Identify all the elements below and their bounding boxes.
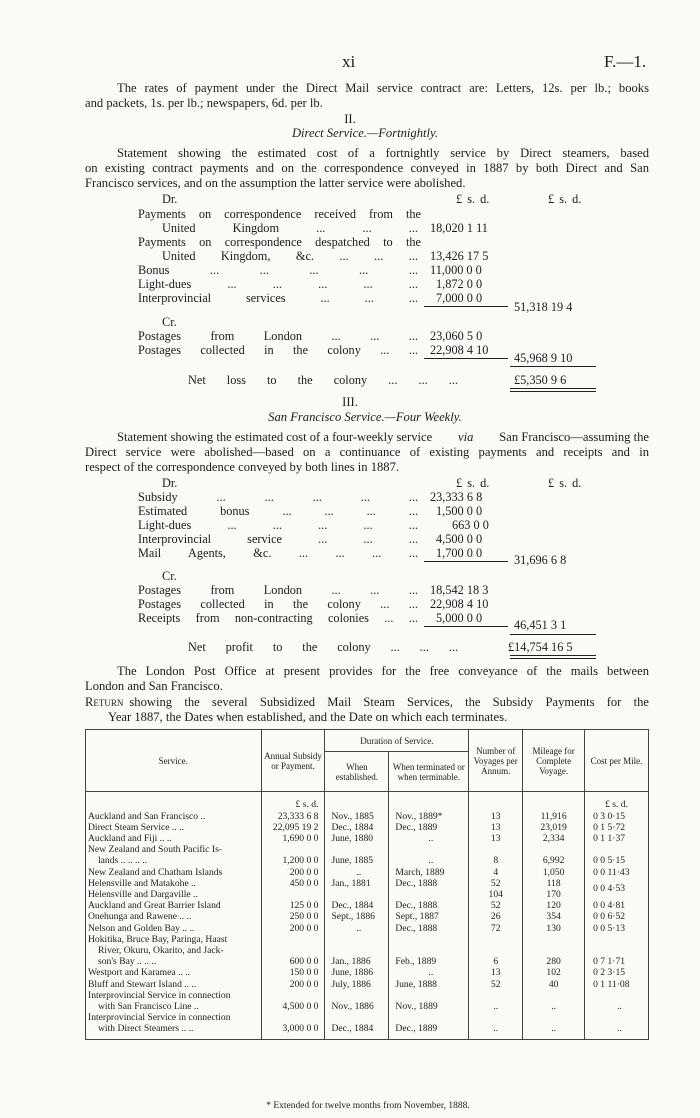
cell-terminated: Dec., 1889 bbox=[389, 822, 469, 833]
cell-subsidy: 250 0 0 bbox=[261, 911, 325, 922]
section-ii-cr-sum-rule bbox=[424, 358, 508, 359]
cell-subsidy: 4,500 0 0 bbox=[261, 990, 325, 1012]
section-ii-dr-sum-rule bbox=[424, 306, 508, 307]
table-row bbox=[86, 990, 649, 1012]
section-iii-dr-item-2-label: Estimated bonus ... ... ... ... bbox=[138, 504, 418, 518]
cell-cost-per-mile: 0 7 1·71 bbox=[585, 934, 649, 968]
cell-service bbox=[86, 911, 262, 922]
section-ii-net-rule-double-2 bbox=[510, 391, 596, 392]
service-line: Auckland and Great Barrier Island bbox=[88, 900, 221, 912]
service-line: with Direct Steamers .. .. bbox=[98, 1023, 194, 1035]
service-line: Auckland and Fiji .. .. bbox=[88, 832, 172, 844]
cell-established: Jan., 1881 bbox=[325, 878, 389, 900]
section-ii-dr-item-4-value: 1,872 0 0 bbox=[436, 277, 483, 291]
section-ii-cr-total: 45,968 9 10 bbox=[514, 351, 573, 365]
section-ii-dr-item-3-value: 11,000 0 0 bbox=[430, 263, 482, 277]
value-line: 26 bbox=[490, 911, 501, 923]
cell-voyages bbox=[469, 934, 523, 968]
value-line: 8 bbox=[493, 855, 499, 867]
return-line-1-text: showing the several Subsidized Mail Steam Services, the Subsidy Payments for the bbox=[129, 695, 649, 709]
service-line: Auckland and San Francisco .. bbox=[88, 810, 206, 822]
service-line: Hokitika, Bruce Bay, Paringa, Haast bbox=[88, 933, 228, 945]
cell-terminated: March, 1889 bbox=[389, 867, 469, 878]
value-line: 13 bbox=[490, 832, 501, 844]
section-ii-net-rule-top bbox=[510, 366, 596, 367]
section-ii-dr-item-1-value: 18,020 1 11 bbox=[430, 221, 488, 235]
cell-service bbox=[86, 867, 262, 878]
cell-terminated: June, 1888 bbox=[389, 979, 469, 990]
table-bottom-cell bbox=[469, 1035, 523, 1040]
section-iii-cr-item-1-value: 18,542 18 3 bbox=[430, 583, 489, 597]
section-iii-net-rule-double-1 bbox=[510, 655, 596, 656]
value-line: 118 bbox=[546, 877, 561, 889]
col-header-cost-per-mile: Cost per Mile. bbox=[585, 730, 649, 792]
value-line: 13 bbox=[490, 967, 501, 979]
section-ii-numeral: II. bbox=[344, 112, 356, 126]
document-reference: F.—1. bbox=[604, 52, 647, 71]
cell-established: Jan., 1886 bbox=[325, 934, 389, 968]
value-line: 2,334 bbox=[542, 832, 565, 844]
table-row bbox=[86, 867, 649, 878]
col-header-service: Service. bbox=[86, 730, 262, 792]
section-ii-net-label: Net loss to the colony ... ... ... bbox=[188, 373, 458, 387]
cell-voyages bbox=[469, 990, 523, 1012]
service-line: River, Okuru, Okarito, and Jack- bbox=[98, 944, 224, 956]
cell-mileage bbox=[523, 900, 585, 911]
table-row bbox=[86, 979, 649, 990]
value-line: 23,019 bbox=[540, 821, 567, 833]
value-line: .. bbox=[493, 1000, 499, 1012]
cell-mileage bbox=[523, 923, 585, 934]
section-iii-dr-item-5-label: Mail Agents, &c. ... ... ... ... bbox=[138, 546, 418, 560]
section-iii-cr-item-2-value: 22,908 4 10 bbox=[430, 597, 489, 611]
cell-cost-per-mile: 0 0 4·81 bbox=[585, 900, 649, 911]
cell-terminated: .. bbox=[389, 967, 469, 978]
intro-line-1: The rates of payment under the Direct Mail service contract are: Letters, 12s. per lb.; books bbox=[117, 81, 649, 95]
cell-voyages bbox=[469, 844, 523, 866]
value-line: .. bbox=[551, 1000, 557, 1012]
cell-mileage bbox=[523, 833, 585, 844]
section-ii-dr-total: 51,318 19 4 bbox=[514, 300, 573, 314]
cell-established: Dec., 1884 bbox=[325, 822, 389, 833]
cell-mileage bbox=[523, 979, 585, 990]
section-iii-cr-item-3-label: Receipts from non-contracting colonies ... ... bbox=[138, 611, 418, 625]
cell-established: June, 1886 bbox=[325, 967, 389, 978]
value-line: 13 bbox=[490, 821, 501, 833]
cell-terminated: Dec., 1888 bbox=[389, 900, 469, 911]
unit-subsidy: £ s. d. bbox=[261, 792, 325, 811]
section-ii-dr-item-2-line-1: Payments on correspondence despatched to the bbox=[138, 235, 421, 249]
service-line: New Zealand and Chatham Islands bbox=[88, 866, 223, 878]
cell-voyages bbox=[469, 811, 523, 822]
section-ii-cr-item-2-value: 22,908 4 10 bbox=[430, 343, 489, 357]
cell-subsidy: 600 0 0 bbox=[261, 934, 325, 968]
cell-cost-per-mile: 0 0 5·15 bbox=[585, 844, 649, 866]
section-iii-dr-item-3-label: Light-dues ... ... ... ... ... bbox=[138, 518, 418, 532]
section-iii-statement-1b: San Francisco—assuming the bbox=[499, 430, 649, 444]
section-iii-dr-item-5-value: 1,700 0 0 bbox=[436, 546, 483, 560]
section-iii-cr-item-3-value: 5,000 0 0 bbox=[436, 611, 483, 625]
cell-mileage bbox=[523, 867, 585, 878]
service-line: with San Francisco Line .. bbox=[98, 1000, 199, 1012]
section-ii-col-left-units: £ s. d. bbox=[456, 192, 490, 206]
table-bottom-cell bbox=[325, 1035, 389, 1040]
cell-terminated: Nov., 1889* bbox=[389, 811, 469, 822]
section-iii-statement-3: respect of the correspondence conveyed by both lines in 1887. bbox=[85, 460, 400, 474]
cell-voyages bbox=[469, 1012, 523, 1034]
return-heading-line-2: Year 1887, the Dates when established, and the Date on which each terminates. bbox=[108, 710, 508, 724]
col-header-duration: Duration of Service. bbox=[325, 730, 469, 752]
cell-terminated: Dec., 1888 bbox=[389, 878, 469, 900]
table-row bbox=[86, 934, 649, 968]
section-ii-title: Direct Service.—Fortnightly. bbox=[291, 126, 439, 140]
section-iii-dr-sum-rule bbox=[424, 561, 508, 562]
table-row bbox=[86, 967, 649, 978]
section-ii-dr-item-3-label: Bonus ... ... ... ... ... bbox=[138, 263, 418, 277]
value-line: 6,992 bbox=[542, 855, 565, 867]
cell-established: Nov., 1886 bbox=[325, 990, 389, 1012]
col-header-mileage: Mileage for Complete Voyage. bbox=[523, 730, 585, 792]
cell-service bbox=[86, 900, 262, 911]
cell-subsidy: 150 0 0 bbox=[261, 967, 325, 978]
service-line: New Zealand and South Pacific Is- bbox=[88, 844, 223, 856]
col-header-when-established: When established. bbox=[325, 752, 389, 792]
section-ii-statement-1: Statement showing the estimated cost of a fortnightly service by Direct steamers, based bbox=[117, 146, 649, 160]
value-line: 52 bbox=[490, 877, 501, 889]
cell-cost-per-mile: 0 1 5·72 bbox=[585, 822, 649, 833]
cell-voyages bbox=[469, 900, 523, 911]
service-line: Westport and Karamea .. .. bbox=[88, 967, 191, 979]
section-ii-dr-item-2-value: 13,426 17 5 bbox=[430, 249, 489, 263]
cell-mileage bbox=[523, 822, 585, 833]
value-line: 4 bbox=[493, 866, 499, 878]
cell-established: June, 1885 bbox=[325, 844, 389, 866]
value-line: 354 bbox=[546, 911, 561, 923]
return-table bbox=[85, 729, 649, 1040]
cell-service bbox=[86, 923, 262, 934]
section-ii-statement-3: Francisco services, and on the assumption the latter service were abolished. bbox=[85, 176, 466, 190]
table-row bbox=[86, 878, 649, 900]
cell-voyages bbox=[469, 867, 523, 878]
table-row bbox=[86, 844, 649, 866]
cell-service bbox=[86, 1012, 262, 1034]
section-iii-col-right-units: £ s. d. bbox=[548, 476, 582, 490]
value-line: 104 bbox=[488, 888, 503, 900]
section-ii-cr-heading: Cr. bbox=[162, 315, 177, 329]
section-iii-statement-via: via bbox=[458, 430, 474, 444]
cell-terminated: Nov., 1889 bbox=[389, 990, 469, 1012]
cell-mileage bbox=[523, 934, 585, 968]
service-line: Helensville and Dargaville .. bbox=[88, 888, 198, 900]
col-header-when-terminated: When terminated or when terminable. bbox=[389, 752, 469, 792]
section-iii-title: San Francisco Service.—Four Weekly. bbox=[268, 410, 462, 424]
section-iii-statement-2: Direct service were abolished—based on a continuance of existing payments and receipts and in bbox=[85, 445, 649, 459]
cell-cost-per-mile: 0 2 3·15 bbox=[585, 967, 649, 978]
value-line: .. bbox=[493, 1023, 499, 1035]
value-line: .. bbox=[551, 1023, 557, 1035]
table-bottom-cell bbox=[523, 1035, 585, 1040]
col-header-annual-subsidy: Annual Subsidy or Payment. bbox=[261, 730, 325, 792]
section-iii-net-label: Net profit to the colony ... ... ... bbox=[188, 640, 458, 654]
cell-mileage bbox=[523, 911, 585, 922]
cell-terminated: Dec., 1889 bbox=[389, 1012, 469, 1034]
london-line-1: The London Post Office at present provides for the free conveyance of the mails between bbox=[117, 664, 649, 678]
cell-established: Dec., 1884 bbox=[325, 900, 389, 911]
table-row bbox=[86, 833, 649, 844]
table-row bbox=[86, 811, 649, 822]
table-bottom-cell bbox=[261, 1035, 325, 1040]
section-ii-dr-item-2-line-2: United Kingdom, &c. ... ... ... bbox=[162, 249, 418, 263]
cell-voyages bbox=[469, 923, 523, 934]
value-line: 11,916 bbox=[540, 810, 567, 822]
cell-voyages bbox=[469, 979, 523, 990]
section-iii-cr-total: 46,451 3 1 bbox=[514, 618, 567, 632]
cell-cost-per-mile: 0 0 6·52 bbox=[585, 911, 649, 922]
cell-cost-per-mile: .. bbox=[585, 990, 649, 1012]
cell-cost-per-mile: .. bbox=[585, 1012, 649, 1034]
cell-subsidy: 23,333 6 8 bbox=[261, 811, 325, 822]
service-line: son's Bay .. .. .. bbox=[98, 956, 157, 968]
service-line: Direct Steam Service .. .. bbox=[88, 821, 184, 833]
return-heading-line-1 bbox=[85, 695, 649, 710]
table-row bbox=[86, 900, 649, 911]
value-line: 40 bbox=[548, 978, 559, 990]
section-iii-cr-item-1-label: Postages from London ... ... ... bbox=[138, 583, 418, 597]
section-ii-dr-item-1-line-1: Payments on correspondence received from the bbox=[138, 207, 421, 221]
cell-voyages bbox=[469, 967, 523, 978]
service-line: Bluff and Stewart Island .. .. bbox=[88, 978, 197, 990]
cell-service bbox=[86, 967, 262, 978]
service-line: Helensville and Matakohe .. bbox=[88, 877, 196, 889]
cell-cost-per-mile: 0 3 0·15 bbox=[585, 811, 649, 822]
unit-cost: £ s. d. bbox=[585, 792, 649, 811]
section-iii-cr-item-2-label: Postages collected in the colony ... ... bbox=[138, 597, 418, 611]
cell-voyages bbox=[469, 822, 523, 833]
value-line: 102 bbox=[546, 967, 561, 979]
section-ii-cr-item-1-label: Postages from London ... ... ... bbox=[138, 329, 418, 343]
cell-service bbox=[86, 979, 262, 990]
service-line: Onehunga and Rawene .. .. bbox=[88, 911, 192, 923]
cell-established: July, 1886 bbox=[325, 979, 389, 990]
cell-service bbox=[86, 934, 262, 968]
section-iii-dr-heading: Dr. bbox=[162, 476, 178, 490]
table-bottom bbox=[86, 1035, 649, 1040]
cell-subsidy: 450 0 0 bbox=[261, 878, 325, 900]
section-ii-net-value: £5,350 9 6 bbox=[514, 373, 567, 387]
cell-voyages bbox=[469, 911, 523, 922]
section-iii-dr-item-1-value: 23,333 6 8 bbox=[430, 490, 483, 504]
section-ii-dr-item-1-line-2: United Kingdom ... ... ... bbox=[162, 221, 418, 235]
table-bottom-cell bbox=[86, 1035, 262, 1040]
return-word: Return bbox=[85, 695, 124, 709]
cell-terminated: Sept., 1887 bbox=[389, 911, 469, 922]
section-iii-dr-item-3-value: 663 0 0 bbox=[452, 518, 489, 532]
section-ii-dr-item-5-value: 7,000 0 0 bbox=[436, 291, 483, 305]
cell-cost-per-mile: 0 0 4·53 bbox=[585, 878, 649, 900]
value-line: 13 bbox=[490, 810, 501, 822]
cell-mileage bbox=[523, 967, 585, 978]
cell-established: Nov., 1885 bbox=[325, 811, 389, 822]
cell-mileage bbox=[523, 878, 585, 900]
section-iii-col-left-units: £ s. d. bbox=[456, 476, 490, 490]
page-number: xi bbox=[342, 52, 356, 71]
cell-service bbox=[86, 844, 262, 866]
value-line: 52 bbox=[490, 900, 501, 912]
table-row bbox=[86, 923, 649, 934]
value-line: 1,050 bbox=[542, 866, 565, 878]
section-ii-dr-heading: Dr. bbox=[162, 192, 178, 206]
service-line: Interprovincial Service in connection bbox=[88, 989, 231, 1001]
section-ii-col-right-units: £ s. d. bbox=[548, 192, 582, 206]
section-iii-dr-item-4-value: 4,500 0 0 bbox=[436, 532, 483, 546]
value-line: 280 bbox=[546, 956, 561, 968]
cell-cost-per-mile: 0 1 1·37 bbox=[585, 833, 649, 844]
value-line: 52 bbox=[490, 978, 501, 990]
cell-cost-per-mile: 0 1 11·08 bbox=[585, 979, 649, 990]
value-line: 130 bbox=[546, 922, 561, 934]
section-iii-cr-heading: Cr. bbox=[162, 569, 177, 583]
footnote: * Extended for twelve months from November, 1888. bbox=[266, 1101, 470, 1111]
cell-cost-per-mile: 0 0 5·13 bbox=[585, 923, 649, 934]
section-ii-cr-item-1-value: 23,060 5 0 bbox=[430, 329, 483, 343]
cell-voyages bbox=[469, 833, 523, 844]
table-bottom-cell bbox=[585, 1035, 649, 1040]
cell-service bbox=[86, 990, 262, 1012]
cell-subsidy: 200 0 0 bbox=[261, 979, 325, 990]
service-line: Interprovincial Service in connection bbox=[88, 1012, 231, 1024]
table-row bbox=[86, 822, 649, 833]
cell-service bbox=[86, 833, 262, 844]
table-row bbox=[86, 911, 649, 922]
section-ii-dr-item-4-label: Light-dues ... ... ... ... ... bbox=[138, 277, 418, 291]
cell-terminated: Dec., 1888 bbox=[389, 923, 469, 934]
cell-subsidy: 3,000 0 0 bbox=[261, 1012, 325, 1034]
value-line: 6 bbox=[493, 956, 499, 968]
cell-subsidy: 1,690 0 0 bbox=[261, 833, 325, 844]
cell-terminated: .. bbox=[389, 833, 469, 844]
cell-established: June, 1880 bbox=[325, 833, 389, 844]
section-iii-net-rule-double-2 bbox=[510, 658, 596, 659]
cell-mileage bbox=[523, 844, 585, 866]
cell-voyages bbox=[469, 878, 523, 900]
section-iii-statement-1a: Statement showing the estimated cost of a four-weekly service bbox=[117, 430, 433, 444]
section-ii-statement-2: on existing contract payments and on the correspondence conveyed in 1887 by both Direct and San bbox=[85, 161, 649, 175]
cell-service bbox=[86, 878, 262, 900]
col-header-voyages: Number of Voyages per Annum. bbox=[469, 730, 523, 792]
section-iii-dr-total: 31,696 6 8 bbox=[514, 553, 567, 567]
cell-cost-per-mile: 0 0 11·43 bbox=[585, 867, 649, 878]
table-bottom-cell bbox=[389, 1035, 469, 1040]
cell-subsidy: 200 0 0 bbox=[261, 923, 325, 934]
section-ii-cr-item-2-label: Postages collected in the colony ... ... bbox=[138, 343, 418, 357]
section-iii-dr-item-4-label: Interprovincial service ... ... ... bbox=[138, 532, 418, 546]
cell-terminated: Feb., 1889 bbox=[389, 934, 469, 968]
cell-subsidy: 1,200 0 0 bbox=[261, 844, 325, 866]
section-iii-net-rule-top bbox=[510, 634, 596, 635]
cell-mileage bbox=[523, 811, 585, 822]
service-line: Nelson and Golden Bay .. .. bbox=[88, 922, 195, 934]
section-iii-cr-sum-rule bbox=[424, 626, 508, 627]
cell-established: .. bbox=[325, 867, 389, 878]
london-line-2: London and San Francisco. bbox=[85, 679, 223, 693]
cell-established: Sept., 1886 bbox=[325, 911, 389, 922]
cell-subsidy: 125 0 0 bbox=[261, 900, 325, 911]
cell-terminated: .. bbox=[389, 844, 469, 866]
cell-established: .. bbox=[325, 923, 389, 934]
table-row bbox=[86, 1012, 649, 1034]
section-iii-net-value: £14,754 16 5 bbox=[508, 640, 573, 654]
cell-service bbox=[86, 811, 262, 822]
cell-subsidy: 22,095 19 2 bbox=[261, 822, 325, 833]
value-line: 120 bbox=[546, 900, 561, 912]
value-line: 170 bbox=[546, 888, 561, 900]
value-line: 72 bbox=[490, 922, 501, 934]
cell-mileage bbox=[523, 1012, 585, 1034]
cell-established: Dec., 1884 bbox=[325, 1012, 389, 1034]
section-iii-numeral: III. bbox=[342, 395, 358, 409]
section-iii-dr-item-1-label: Subsidy ... ... ... ... ... bbox=[138, 490, 418, 504]
section-iii-statement-1 bbox=[117, 430, 649, 445]
section-ii-net-rule-double-1 bbox=[510, 388, 596, 389]
section-ii-dr-item-5-label: Interprovincial services ... ... ... bbox=[138, 291, 418, 305]
service-line: lands .. .. .. .. bbox=[98, 855, 148, 867]
intro-line-2: and packets, 1s. per lb.; newspapers, 6d. per lb. bbox=[85, 96, 323, 110]
cell-mileage bbox=[523, 990, 585, 1012]
cell-service bbox=[86, 822, 262, 833]
section-iii-dr-item-2-value: 1,500 0 0 bbox=[436, 504, 483, 518]
cell-subsidy: 200 0 0 bbox=[261, 867, 325, 878]
